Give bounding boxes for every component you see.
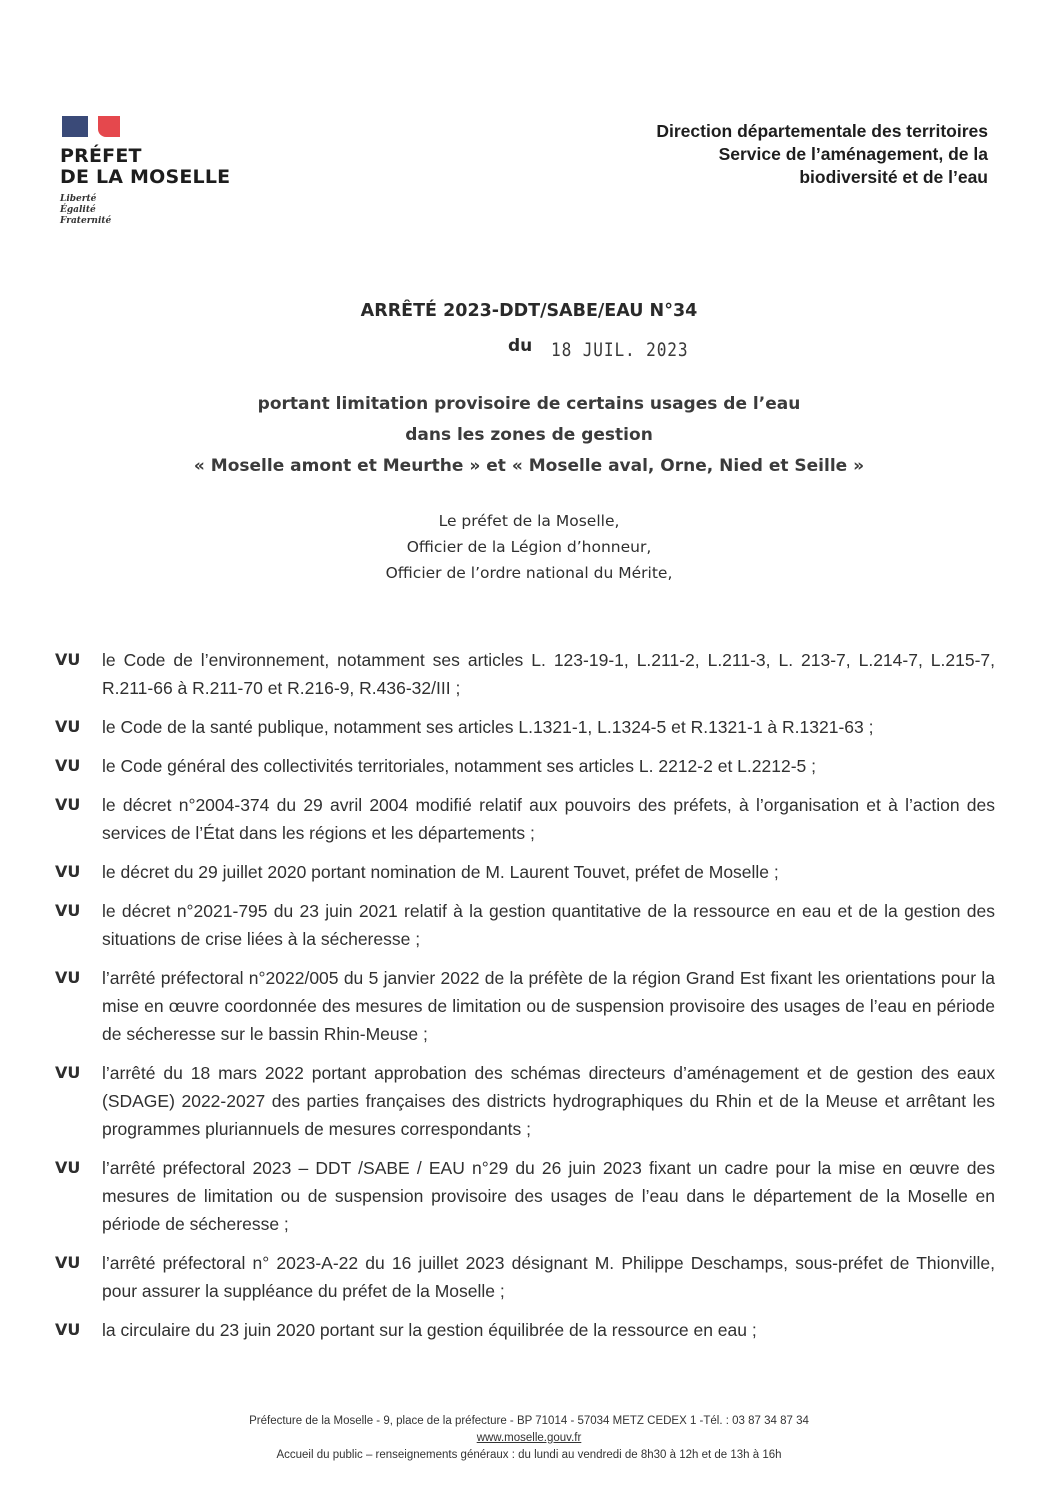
visa-text: la circulaire du 23 juin 2020 portant sur la gestion équilibrée de la ressource en eau ; bbox=[102, 1320, 757, 1340]
visa-item bbox=[55, 1316, 995, 1344]
footer-address: Préfecture de la Moselle - 9, place de la préfecture - BP 71014 - 57034 METZ CEDEX 1 -Tél. : 03 87 34 87 34 bbox=[249, 1415, 809, 1427]
visa-text: le décret n°2004-374 du 29 avril 2004 modifié relatif aux pouvoirs des préfets, à l’organisation et à l’action des services de l’État dans les régions et les départements ; bbox=[102, 795, 995, 843]
visa-item bbox=[55, 646, 995, 702]
page-footer bbox=[0, 1413, 1058, 1464]
footer-hours: Accueil du public – renseignements généraux : du lundi au vendredi de 8h30 à 12h et de 13h à 16h bbox=[276, 1449, 782, 1461]
prefecture-logo bbox=[60, 116, 260, 227]
visa-item bbox=[55, 1154, 995, 1238]
date-prefix: du bbox=[508, 336, 533, 356]
visa-item bbox=[55, 858, 995, 886]
issuing-department: Direction départementale des territoires Service de l’aménagement, de la biodiversité et de l’eau bbox=[656, 121, 988, 187]
visa-label: VU bbox=[55, 717, 81, 736]
visa-label: VU bbox=[55, 862, 81, 881]
logo-title: PRÉFET DE LA MOSELLE bbox=[60, 145, 231, 188]
visa-label: VU bbox=[55, 901, 81, 920]
visa-item bbox=[55, 1249, 995, 1305]
visa-text: le décret n°2021-795 du 23 juin 2021 relatif à la gestion quantitative de la ressource en eau et de la gestion des situations de crise liées à la sécheresse ; bbox=[102, 901, 995, 949]
visa-text: le Code de la santé publique, notamment ses articles L.1321-1, L.1324-5 et R.1321-1 à R.1321-63 ; bbox=[102, 717, 874, 737]
visa-text: le décret du 29 juillet 2020 portant nomination de M. Laurent Touvet, préfet de Moselle ; bbox=[102, 862, 779, 882]
visa-text: l’arrêté préfectoral n° 2023-A-22 du 16 juillet 2023 désignant M. Philippe Deschamps, sous-préfet de Thionville, pour assurer la suppléance du préfet de la Moselle ; bbox=[102, 1253, 995, 1301]
arrete-title: ARRÊTÉ 2023-DDT/SABE/EAU N°34 bbox=[360, 301, 698, 321]
visa-label: VU bbox=[55, 1063, 81, 1082]
visa-item bbox=[55, 1059, 995, 1143]
visa-text: l’arrêté préfectoral 2023 – DDT /SABE / EAU n°29 du 26 juin 2023 fixant un cadre pour la mise en œuvre des mesures de limitation ou de suspension provisoire des usages de l’eau dans le département de la Moselle en période de sécheresse ; bbox=[102, 1158, 995, 1234]
logo-motto: Liberté Égalité Fraternité bbox=[60, 194, 112, 226]
arrete-subject: portant limitation provisoire de certains usages de l’eau dans les zones de gestion « Moselle amont et Meurthe » et « Moselle aval, Orne, Nied et Seille » bbox=[193, 394, 865, 476]
visa-item bbox=[55, 791, 995, 847]
visa-label: VU bbox=[55, 968, 81, 987]
visa-item bbox=[55, 964, 995, 1048]
visa-label: VU bbox=[55, 1320, 81, 1339]
visa-label: VU bbox=[55, 1253, 81, 1272]
prefet-titles: Le préfet de la Moselle, Officier de la Légion d’honneur, Officier de l’ordre national du Mérite, bbox=[385, 512, 673, 582]
footer-website-link[interactable]: www.moselle.gouv.fr bbox=[476, 1432, 582, 1444]
marianne-flag-icon bbox=[62, 116, 120, 137]
date-stamp: 18 JUIL. 2023 bbox=[551, 339, 689, 361]
visa-text: le Code de l’environnement, notamment ses articles L. 123-19-1, L.211-2, L.211-3, L. 213-7, L.214-7, L.215-7, R.211-66 à R.211-70 et R.216-9, R.436-32/III ; bbox=[102, 650, 995, 698]
visa-text: l’arrêté préfectoral n°2022/005 du 5 janvier 2022 de la préfète de la région Grand Est fixant les orientations pour la mise en œuvre coordonnée des mesures de limitation ou de suspension provisoire des usages de l’eau en période de sécheresse sur le bassin Rhin-Meuse ; bbox=[102, 968, 995, 1044]
visa-label: VU bbox=[55, 795, 81, 814]
visas-list bbox=[55, 646, 995, 1355]
visa-item bbox=[55, 752, 995, 780]
visa-text: le Code général des collectivités territoriales, notamment ses articles L. 2212-2 et L.2212-5 ; bbox=[102, 756, 816, 776]
visa-item bbox=[55, 713, 995, 741]
visa-label: VU bbox=[55, 1158, 81, 1177]
visa-text: l’arrêté du 18 mars 2022 portant approbation des schémas directeurs d’aménagement et de gestion des eaux (SDAGE) 2022-2027 des parties françaises des districts hydrographiques du Rhin et de la Meuse et arrêtant les programmes pluriannuels de mesures correspondants ; bbox=[102, 1063, 995, 1139]
arrete-date bbox=[508, 334, 713, 361]
visa-label: VU bbox=[55, 756, 81, 775]
visa-label: VU bbox=[55, 650, 81, 669]
visa-item bbox=[55, 897, 995, 953]
